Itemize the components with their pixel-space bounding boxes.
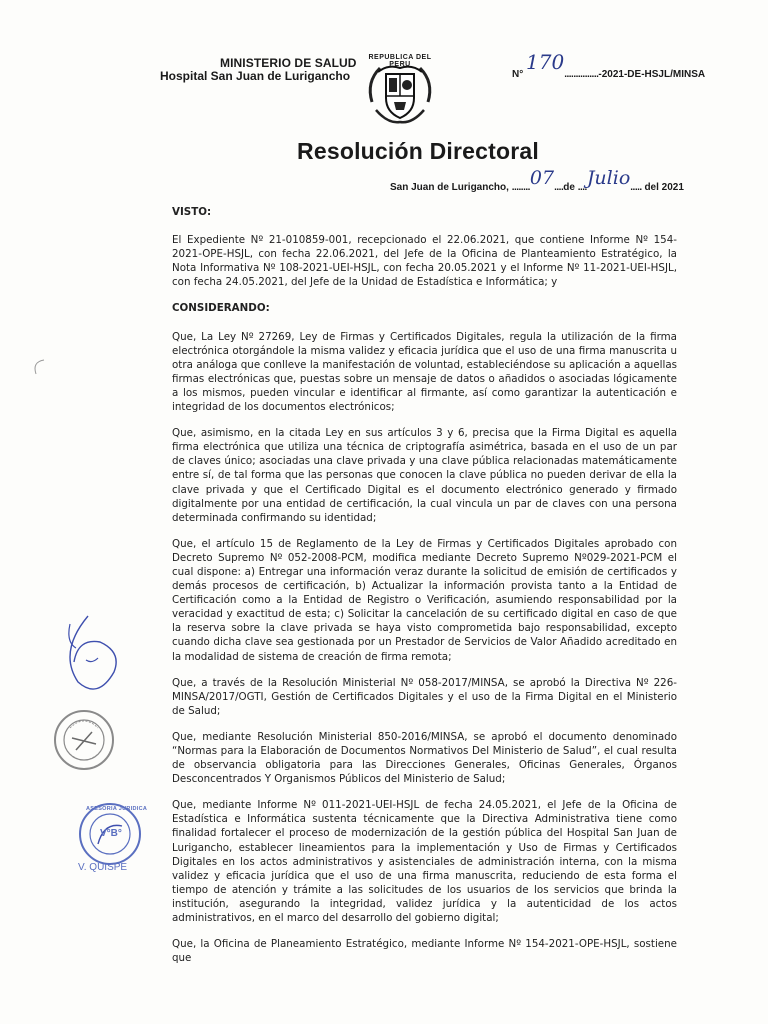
national-seal-icon [358, 52, 442, 136]
hospital-name: Hospital San Juan de Lurigancho [160, 69, 351, 83]
margin-mark-icon [30, 358, 48, 376]
dateline-day: 07 [529, 167, 555, 189]
paragraph-reglamento: Que, el artículo 15 de Reglamento de la Ley de Firmas y Certificados Digitales aprobado con Decreto Supremo Nº 052-2008-PCM, modifica mediante Decreto Supremo Nº029-2021-PCM el cual dispone: a) Entregar una información veraz durante la solicitud de emisión de certificados y demás procesos de certificación, b) Actualizar la información provista tanto a la Entidad de Certificación como a la Entidad de Registro o Verificación, asumiendo responsabilidad por la veracidad y exactitud de esta; c) Solicitar la cancelación de su certificado digital en caso de que la reserva sobre la clave privada se haya visto comprometida bajo responsabilidad, excepto cuando dicha clave sea gestionada por un Prestador de Servicios de Valor Añadido acreditado en la modalidad de sistema de creación de firma remota; [172, 537, 677, 663]
signature-scribble-icon [48, 612, 128, 702]
number-suffix: -2021-DE-HSJL/MINSA [598, 69, 706, 80]
seal-caption: REPUBLICA DEL PERU [368, 54, 432, 68]
document-body [172, 205, 677, 977]
paragraph-ley-27269: Que, La Ley Nº 27269, Ley de Firmas y Certificados Digitales, regula la utilización de la firma electrónica otorgándole la misma validez y eficacia jurídica que el uso de una firma manuscrita u otra análoga que conlleve la manifestación de voluntad, estableciéndose su aplicación a aquellas firmas electrónicas que, puestas sobre un mensaje de datos o añadidos o asociadas lógicamente a los mismos, pueden vincular e identificar al firmante, así como garantizar la autenticación e integridad de los documentos electrónicos; [172, 330, 677, 414]
number-handwritten: 170 [526, 50, 565, 74]
dateline-place: San Juan de Lurigancho, [390, 182, 509, 193]
legal-stamp-name: V. QUISPE [78, 862, 128, 873]
visto-paragraph: El Expediente Nº 21-010859-001, recepcionado el 22.06.2021, que contiene Informe Nº 154-2021-OPE-HSJL, con fecha 22.06.2021, del Jefe de la Oficina de Planteamiento Estratégico, la Nota Informativa Nº 108-2021-UEI-HSJL, con fecha 20.05.2021 y el Informe Nº 11-2021-UEI-HSJL, con fecha 24.05.2021, del Jefe de la Unidad de Estadística e Informática; y [172, 234, 677, 289]
dateline-month: Julio [586, 167, 631, 189]
paragraph-informe-011: Que, mediante Informe Nº 011-2021-UEI-HSJL de fecha 24.05.2021, el Jefe de la Oficina de Estadística e Informática sustenta técnicamente que la Directiva Administrativa tiene como finalidad fortalecer el proceso de modernización de la gestión pública del Hospital San Juan de Lurigancho, establecer lineamientos para la implementación y Uso de Firmas y Certificados Digitales en los actos administrativos y asistenciales de administración interna, con la misma validez y eficacia jurídica que el uso de una firma manuscrita, reduciendo de esta forma el tiempo de atención y trámite a las solicitudes de los usuarios de los servicios que brinda la institución, asegurando la integridad, validez jurídica y la autenticidad de los actos administrativos, en el marco del desarrollo del gobierno digital; [172, 799, 677, 925]
document-title: Resolución Directoral [297, 138, 539, 164]
number-prefix: N° [512, 69, 524, 80]
legal-office-stamp [70, 800, 150, 872]
visto-heading: VISTO: [172, 206, 212, 218]
paragraph-firma-digital: Que, asimismo, en la citada Ley en sus artículos 3 y 6, precisa que la Firma Digital es aquella firma electrónica que utiliza una técnica de criptografía asimétrica, basada en el uso de un par de claves único; asociadas una clave privada y una clave pública relacionadas matemáticamente entre sí, de tal forma que las personas que conocen la clave pública no pueden derivar de ella la clave privada y que el Certificado Digital es el documento electrónico generado y firmado digitalmente por una entidad de certificación, la cual vincula un par de claves con una persona determinada confirmando su identidad; [172, 427, 677, 524]
paragraph-informe-154: Que, la Oficina de Planeamiento Estratégico, mediante Informe Nº 154-2021-OPE-HSJL, sostiene que [172, 938, 677, 965]
dateline-de: de [563, 182, 575, 193]
legal-stamp-office: ASESORIA JURIDICA [86, 806, 148, 812]
ministry-name: MINISTERIO DE SALUD [220, 56, 357, 70]
legal-stamp-vb: V°B° [100, 828, 122, 839]
resolution-number: N° 170...............-2021-DE-HSJL/MINSA [512, 50, 706, 80]
paragraph-rm-850: Que, mediante Resolución Ministerial 850-2016/MINSA, se aprobó el documento denominado “Normas para la Elaboración de Documentos Normativos Del Ministerio de Salud”, el cual resulta de observancia obligatoria para las Direcciones Generales, Oficinas Generales, Órganos Desconcentrados Y Organismos Públicos del Ministerio de Salud; [172, 730, 677, 786]
dateline-year: del 2021 [644, 182, 684, 193]
gray-seal-stamp-icon [52, 708, 116, 772]
considerando-heading: CONSIDERANDO: [172, 302, 270, 315]
dateline: San Juan de Lurigancho, ........07....de ....Julio..... del 2021 [390, 167, 684, 193]
paragraph-rm-058: Que, a través de la Resolución Ministerial Nº 058-2017/MINSA, se aprobó la Directiva Nº 226-MINSA/2017/OGTI, Gestión de Certificados Digitales y el uso de la Firma Digital en el Ministerio de Salud; [172, 676, 677, 717]
